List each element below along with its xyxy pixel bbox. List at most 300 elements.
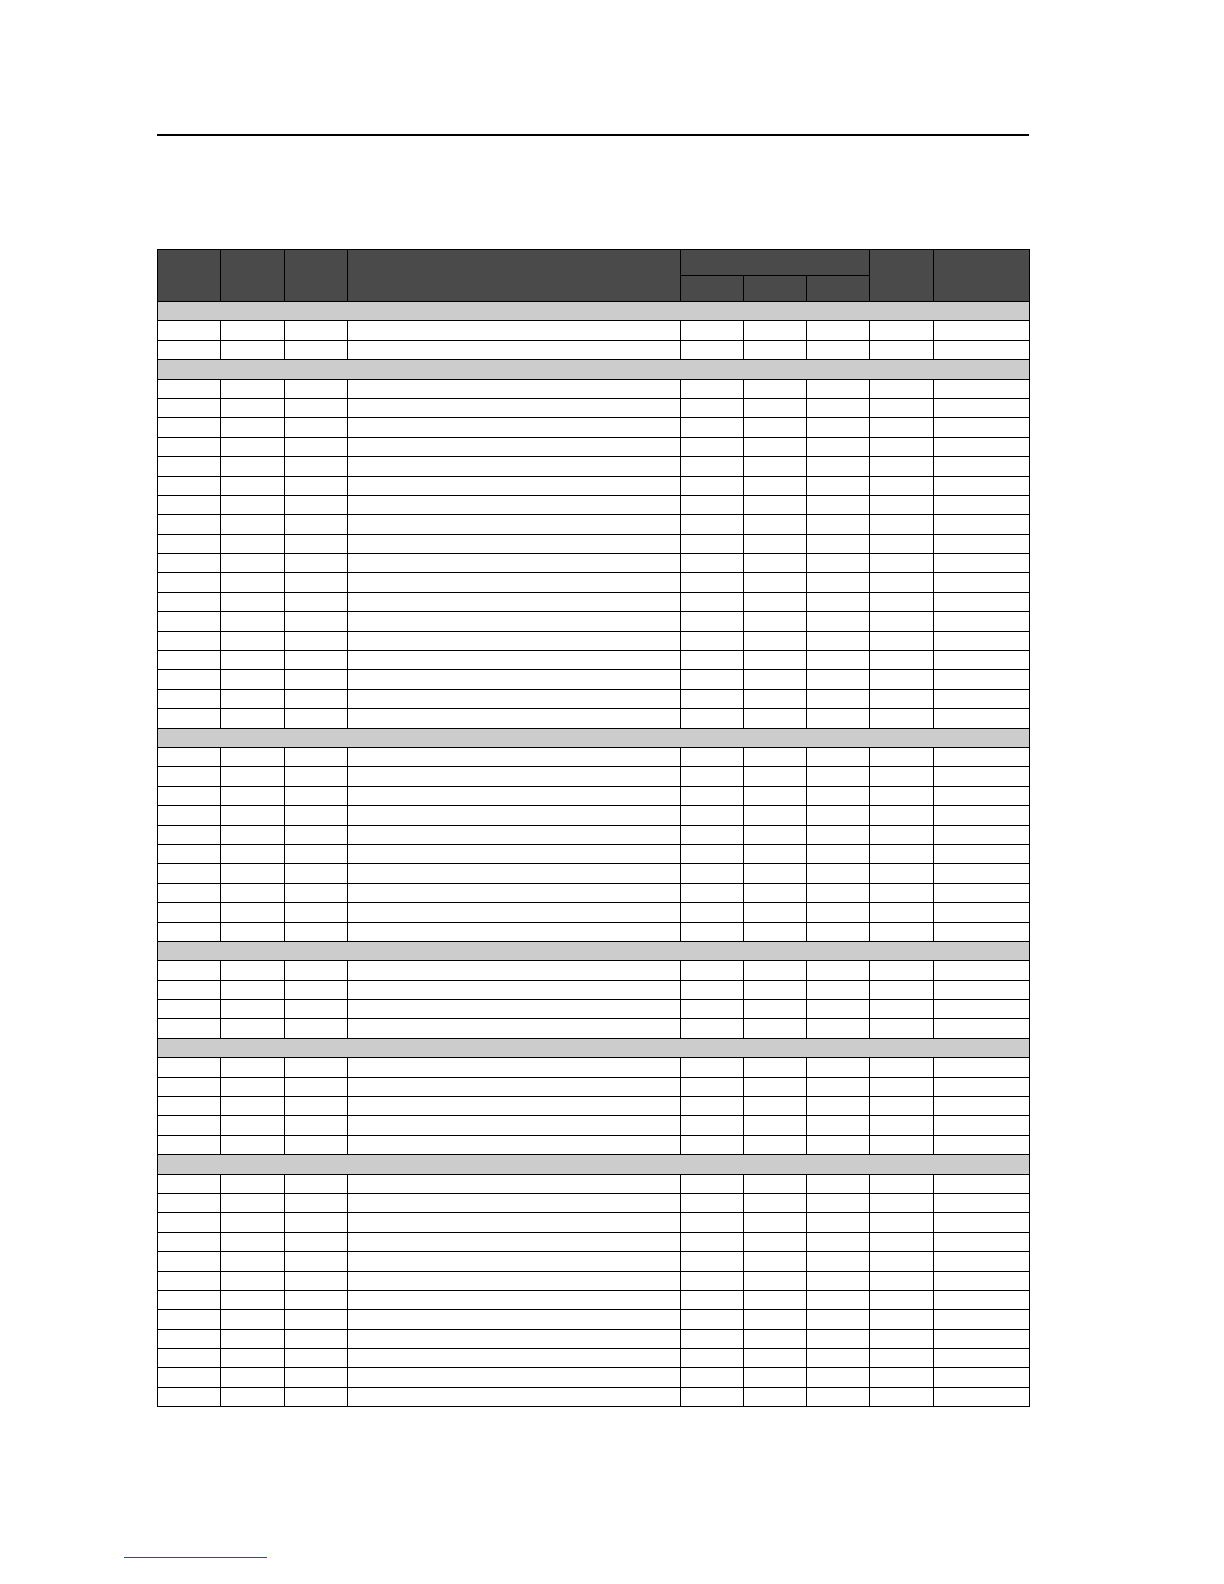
table-cell <box>285 1174 348 1193</box>
table-cell <box>744 767 807 786</box>
section-label <box>158 360 1030 379</box>
table-cell <box>934 1271 1030 1290</box>
table-cell <box>681 1310 744 1329</box>
table-cell <box>158 457 221 476</box>
table-cell <box>934 1193 1030 1212</box>
table-cell <box>285 1116 348 1135</box>
header-group-cell <box>681 250 870 276</box>
table-cell <box>285 864 348 883</box>
table-cell <box>221 961 285 980</box>
table-cell <box>158 1349 221 1368</box>
table-cell <box>807 1213 870 1232</box>
table-row <box>158 631 1030 650</box>
table-cell <box>221 592 285 611</box>
table-cell <box>681 437 744 456</box>
table-cell <box>744 592 807 611</box>
table-cell <box>158 883 221 902</box>
table-cell <box>744 689 807 708</box>
table-cell <box>221 1368 285 1387</box>
table-cell <box>158 1097 221 1116</box>
table-cell <box>285 806 348 825</box>
table-cell <box>158 980 221 999</box>
table-row <box>158 321 1030 340</box>
section-label <box>158 941 1030 960</box>
table-cell <box>934 670 1030 689</box>
table-cell <box>285 651 348 670</box>
table-cell <box>285 398 348 417</box>
table-cell <box>807 321 870 340</box>
table-cell <box>870 554 934 573</box>
table-cell <box>934 1310 1030 1329</box>
table-cell <box>934 1232 1030 1251</box>
header-cell <box>158 250 221 302</box>
table-cell <box>744 476 807 495</box>
table-cell <box>285 1290 348 1309</box>
table-cell <box>870 612 934 631</box>
table-cell <box>285 437 348 456</box>
table-cell <box>934 379 1030 398</box>
table-cell <box>870 495 934 514</box>
table-cell <box>158 709 221 728</box>
table-cell <box>934 340 1030 359</box>
section-label <box>158 728 1030 747</box>
table-cell <box>158 1116 221 1135</box>
table-cell <box>285 922 348 941</box>
table-cell <box>934 515 1030 534</box>
table-cell <box>807 631 870 650</box>
table-cell <box>285 1135 348 1154</box>
table-cell <box>681 1368 744 1387</box>
table-cell <box>744 1290 807 1309</box>
table-cell <box>681 1116 744 1135</box>
table-cell <box>681 1077 744 1096</box>
table-cell <box>681 592 744 611</box>
table-row <box>158 457 1030 476</box>
table-cell <box>934 651 1030 670</box>
table-cell <box>870 437 934 456</box>
table-cell <box>348 1000 681 1019</box>
table-cell <box>348 592 681 611</box>
table-cell <box>681 1097 744 1116</box>
table-cell <box>221 398 285 417</box>
table-cell <box>285 1271 348 1290</box>
table-cell <box>934 825 1030 844</box>
table-row <box>158 1193 1030 1212</box>
table-cell <box>285 1097 348 1116</box>
table-cell <box>348 1368 681 1387</box>
table-cell <box>744 1193 807 1212</box>
table-cell <box>807 883 870 902</box>
table-cell <box>348 573 681 592</box>
table-cell <box>744 554 807 573</box>
table-cell <box>221 1097 285 1116</box>
table-cell <box>221 786 285 805</box>
table-cell <box>934 806 1030 825</box>
table-cell <box>681 534 744 553</box>
table-cell <box>934 437 1030 456</box>
table-cell <box>681 922 744 941</box>
table-cell <box>681 573 744 592</box>
table-cell <box>221 1135 285 1154</box>
table-cell <box>158 1310 221 1329</box>
table-cell <box>285 340 348 359</box>
table-cell <box>348 806 681 825</box>
table-cell <box>285 1019 348 1038</box>
table-row <box>158 1368 1030 1387</box>
table-row <box>158 573 1030 592</box>
table-cell <box>744 573 807 592</box>
table-cell <box>158 864 221 883</box>
table-cell <box>285 1387 348 1406</box>
table-cell <box>348 379 681 398</box>
table-cell <box>681 980 744 999</box>
table-cell <box>348 1329 681 1348</box>
table-cell <box>870 903 934 922</box>
table-cell <box>870 592 934 611</box>
table-cell <box>221 903 285 922</box>
table-cell <box>807 1077 870 1096</box>
table-cell <box>870 1000 934 1019</box>
table-cell <box>744 1252 807 1271</box>
table-cell <box>870 1329 934 1348</box>
table-cell <box>348 961 681 980</box>
table-cell <box>681 961 744 980</box>
table-cell <box>934 1019 1030 1038</box>
table-cell <box>348 1252 681 1271</box>
table-cell <box>221 554 285 573</box>
table-cell <box>744 1387 807 1406</box>
table-cell <box>870 864 934 883</box>
table-cell <box>807 864 870 883</box>
header-rule <box>157 134 1029 136</box>
table-cell <box>870 398 934 417</box>
table-cell <box>348 1232 681 1251</box>
table-cell <box>681 806 744 825</box>
table-cell <box>681 1193 744 1212</box>
table-cell <box>348 709 681 728</box>
table-cell <box>807 747 870 766</box>
table-cell <box>870 418 934 437</box>
table-cell <box>807 1290 870 1309</box>
table-cell <box>870 767 934 786</box>
table-row <box>158 1290 1030 1309</box>
table-cell <box>807 844 870 863</box>
table-cell <box>285 379 348 398</box>
table-cell <box>285 321 348 340</box>
table-cell <box>807 418 870 437</box>
table-cell <box>870 1097 934 1116</box>
table-cell <box>348 534 681 553</box>
table-cell <box>934 883 1030 902</box>
table-cell <box>807 398 870 417</box>
table-cell <box>744 321 807 340</box>
table-cell <box>681 1058 744 1077</box>
table-cell <box>221 1193 285 1212</box>
table-cell <box>744 864 807 883</box>
table-cell <box>221 689 285 708</box>
table-cell <box>807 592 870 611</box>
table-cell <box>158 903 221 922</box>
section-header-row <box>158 1155 1030 1174</box>
table-cell <box>285 418 348 437</box>
table-cell <box>934 1077 1030 1096</box>
table-cell <box>934 592 1030 611</box>
table-cell <box>807 554 870 573</box>
table-row <box>158 515 1030 534</box>
table-cell <box>348 1116 681 1135</box>
section-header-row <box>158 302 1030 321</box>
table-cell <box>807 767 870 786</box>
table-cell <box>158 767 221 786</box>
table-cell <box>870 786 934 805</box>
table-cell <box>934 689 1030 708</box>
table-cell <box>870 922 934 941</box>
table-row <box>158 786 1030 805</box>
table-cell <box>934 457 1030 476</box>
table-cell <box>158 495 221 514</box>
table-cell <box>348 689 681 708</box>
table-cell <box>285 961 348 980</box>
table-row <box>158 1135 1030 1154</box>
table-cell <box>681 767 744 786</box>
table-cell <box>348 631 681 650</box>
table-cell <box>807 651 870 670</box>
table-cell <box>934 864 1030 883</box>
table-cell <box>158 398 221 417</box>
table-cell <box>221 767 285 786</box>
table-cell <box>348 1019 681 1038</box>
header-cell <box>221 250 285 302</box>
table-cell <box>934 747 1030 766</box>
table-cell <box>221 1387 285 1406</box>
table-cell <box>681 457 744 476</box>
table-cell <box>348 398 681 417</box>
table-cell <box>348 457 681 476</box>
table-cell <box>221 340 285 359</box>
table-cell <box>348 1271 681 1290</box>
table-cell <box>807 1271 870 1290</box>
table-cell <box>221 495 285 514</box>
table-cell <box>158 825 221 844</box>
table-cell <box>681 495 744 514</box>
table-cell <box>221 1310 285 1329</box>
footnote-rule <box>124 1557 267 1558</box>
table-cell <box>744 709 807 728</box>
table-cell <box>934 961 1030 980</box>
table-cell <box>348 825 681 844</box>
table-cell <box>934 1174 1030 1193</box>
table-cell <box>348 1097 681 1116</box>
table-cell <box>221 476 285 495</box>
table-cell <box>807 495 870 514</box>
table-cell <box>934 844 1030 863</box>
table-cell <box>870 1193 934 1212</box>
table-cell <box>348 922 681 941</box>
table-cell <box>158 1387 221 1406</box>
table-cell <box>744 1213 807 1232</box>
table-row <box>158 1077 1030 1096</box>
table-cell <box>221 922 285 941</box>
table-cell <box>221 651 285 670</box>
table-cell <box>285 1058 348 1077</box>
table-cell <box>807 922 870 941</box>
table-cell <box>348 1193 681 1212</box>
table-cell <box>870 1058 934 1077</box>
table-cell <box>221 573 285 592</box>
table-cell <box>681 418 744 437</box>
table-cell <box>934 1329 1030 1348</box>
table-cell <box>158 961 221 980</box>
table-cell <box>870 1077 934 1096</box>
table-cell <box>681 1329 744 1348</box>
table-cell <box>158 1213 221 1232</box>
table-cell <box>285 670 348 689</box>
table-row <box>158 709 1030 728</box>
table-cell <box>870 379 934 398</box>
table-cell <box>870 1290 934 1309</box>
table-row <box>158 1116 1030 1135</box>
section-header-row <box>158 728 1030 747</box>
table-cell <box>681 321 744 340</box>
table-row <box>158 398 1030 417</box>
table-cell <box>870 1349 934 1368</box>
table-cell <box>221 437 285 456</box>
table-cell <box>870 340 934 359</box>
header-cell <box>348 250 681 302</box>
table-cell <box>934 1058 1030 1077</box>
table-cell <box>681 1290 744 1309</box>
table-row <box>158 922 1030 941</box>
table-cell <box>285 1000 348 1019</box>
table-cell <box>221 1252 285 1271</box>
table-cell <box>221 1213 285 1232</box>
table-cell <box>934 1368 1030 1387</box>
table-cell <box>870 457 934 476</box>
table-cell <box>221 1329 285 1348</box>
table-cell <box>285 495 348 514</box>
table-cell <box>221 1116 285 1135</box>
table-row <box>158 1310 1030 1329</box>
table-body <box>158 302 1030 1407</box>
table-cell <box>934 1387 1030 1406</box>
table-row <box>158 883 1030 902</box>
table-row <box>158 1329 1030 1348</box>
table-cell <box>681 670 744 689</box>
table-cell <box>934 903 1030 922</box>
table-cell <box>221 806 285 825</box>
table-cell <box>934 1116 1030 1135</box>
table-cell <box>348 786 681 805</box>
table-cell <box>744 961 807 980</box>
table-cell <box>744 631 807 650</box>
table-cell <box>807 1368 870 1387</box>
table-cell <box>158 1329 221 1348</box>
table-cell <box>221 883 285 902</box>
table-cell <box>934 631 1030 650</box>
table-cell <box>158 554 221 573</box>
table-cell <box>807 340 870 359</box>
table-cell <box>744 340 807 359</box>
table-cell <box>158 651 221 670</box>
table-cell <box>221 612 285 631</box>
table-cell <box>681 554 744 573</box>
table-row <box>158 612 1030 631</box>
section-label <box>158 302 1030 321</box>
table-cell <box>681 398 744 417</box>
table-cell <box>807 1349 870 1368</box>
table-cell <box>870 1174 934 1193</box>
table-cell <box>681 825 744 844</box>
table-cell <box>870 534 934 553</box>
table-cell <box>221 1349 285 1368</box>
table-cell <box>681 612 744 631</box>
table-cell <box>870 515 934 534</box>
table-cell <box>744 1077 807 1096</box>
table-row <box>158 864 1030 883</box>
table-cell <box>744 437 807 456</box>
table-cell <box>285 825 348 844</box>
table-cell <box>221 534 285 553</box>
table-cell <box>158 1193 221 1212</box>
table-cell <box>158 573 221 592</box>
table-cell <box>744 534 807 553</box>
table-cell <box>934 612 1030 631</box>
table-cell <box>285 1329 348 1348</box>
table-cell <box>934 398 1030 417</box>
table-cell <box>807 689 870 708</box>
table-row <box>158 980 1030 999</box>
table-cell <box>158 670 221 689</box>
table-cell <box>348 612 681 631</box>
header-cell <box>934 250 1030 302</box>
table-cell <box>934 1252 1030 1271</box>
table-cell <box>681 1174 744 1193</box>
table-cell <box>285 903 348 922</box>
table-cell <box>744 883 807 902</box>
table-cell <box>158 1135 221 1154</box>
table-cell <box>221 379 285 398</box>
table-cell <box>221 1290 285 1309</box>
table-cell <box>348 747 681 766</box>
table-cell <box>934 786 1030 805</box>
table-row <box>158 1058 1030 1077</box>
table-cell <box>744 1271 807 1290</box>
table-cell <box>870 1271 934 1290</box>
table-cell <box>681 689 744 708</box>
table-cell <box>285 1368 348 1387</box>
table-cell <box>744 786 807 805</box>
table-cell <box>285 1193 348 1212</box>
table-cell <box>221 321 285 340</box>
table-cell <box>348 1310 681 1329</box>
table-cell <box>158 321 221 340</box>
table-cell <box>348 554 681 573</box>
table-cell <box>221 457 285 476</box>
table-cell <box>285 457 348 476</box>
table-cell <box>285 1349 348 1368</box>
table-cell <box>870 980 934 999</box>
table-cell <box>744 418 807 437</box>
table-cell <box>807 1174 870 1193</box>
table-cell <box>681 1213 744 1232</box>
table-cell <box>348 1387 681 1406</box>
table-cell <box>870 651 934 670</box>
table-cell <box>285 747 348 766</box>
table-cell <box>934 1097 1030 1116</box>
table-cell <box>681 631 744 650</box>
table-cell <box>870 1252 934 1271</box>
table-cell <box>934 495 1030 514</box>
